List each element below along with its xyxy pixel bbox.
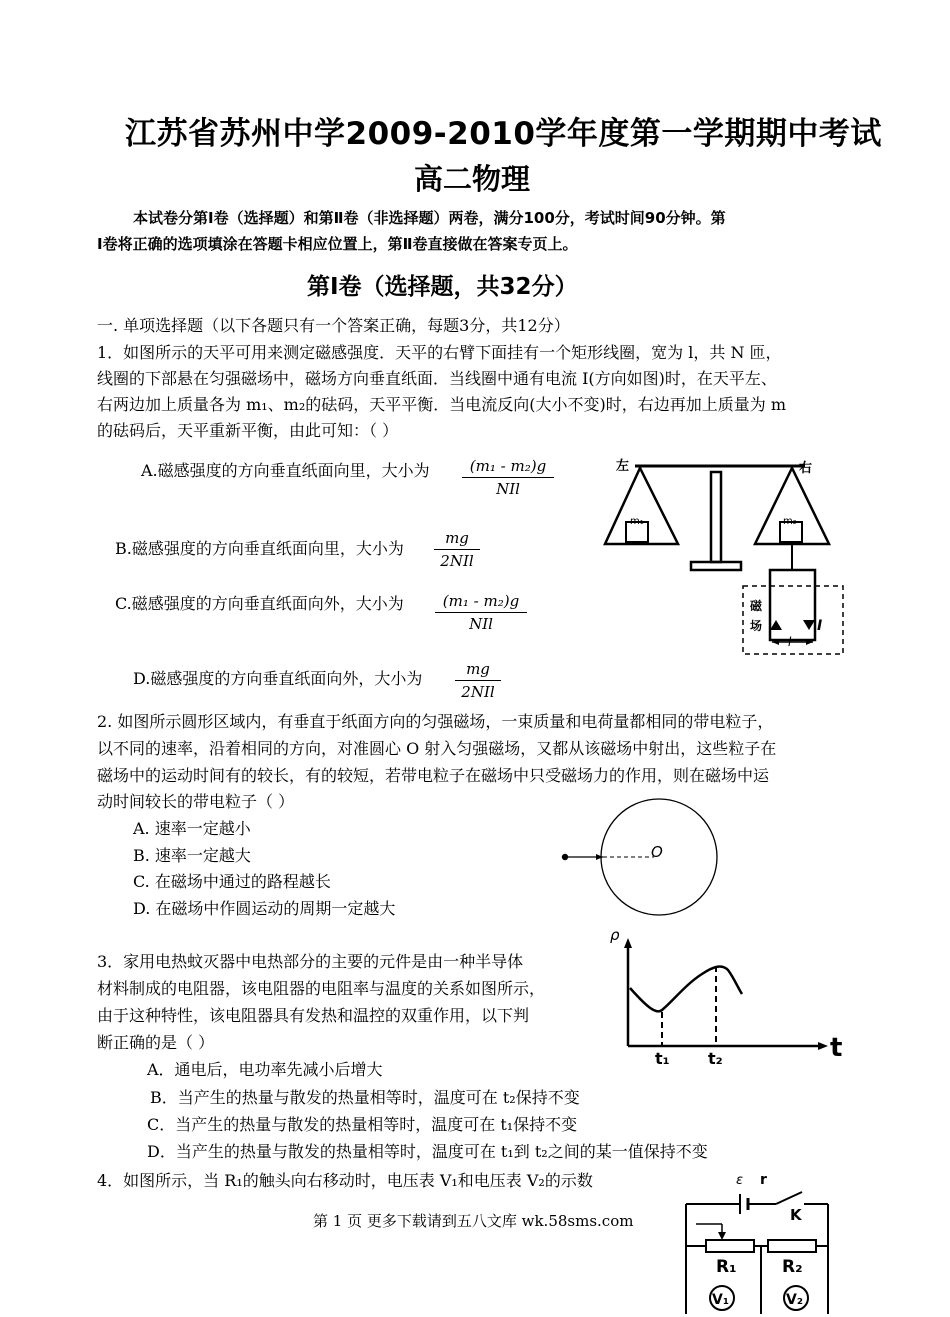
q1-option-a: A.磁感强度的方向垂直纸面向里，大小为 xyxy=(141,461,430,480)
q2-line-3: 磁场中的运动时间有的较长，有的较短，若带电粒子在磁场中只受磁场力的作用，则在磁场中运 xyxy=(97,766,770,785)
internal-resistance-label: r xyxy=(760,1172,767,1188)
left-weight-label: m₁ xyxy=(630,516,644,527)
current-arrow-down xyxy=(803,620,815,630)
circle-center-label: O xyxy=(651,843,663,861)
q1-option-b: B.磁感强度的方向垂直纸面向里，大小为 xyxy=(115,539,404,558)
right-pan xyxy=(755,468,829,544)
q3-option-a: A．通电后，电功率先减小后增大 xyxy=(147,1060,383,1079)
q2-line-2: 以不同的速率，沿着相同的方向，对准圆心 O 射入匀强磁场，又都从该磁场中射出，这些粒子在 xyxy=(97,739,777,758)
particle-dot xyxy=(562,854,568,860)
section-title: 第Ⅰ卷（选择题，共32分） xyxy=(307,274,578,300)
q1-option-d-fraction: mg 2NIl xyxy=(455,658,501,703)
v1-label: V₁ xyxy=(712,1292,729,1308)
q1-option-c-fraction: (m₁ - m₂)g NIl xyxy=(435,590,527,635)
q1-line-3: 右两边加上质量各为 m₁、m₂的砝码，天平平衡．当电流反向(大小不变)时，右边再加上质量为 m xyxy=(97,395,787,414)
q2-line-1: 2. 如图所示圆形区域内，有垂直于纸面方向的匀强磁场，一束质量和电荷量都相同的带电粒子， xyxy=(97,712,774,731)
balance-left-label: 左 xyxy=(616,459,630,474)
r1-label: R₁ xyxy=(716,1257,737,1277)
exam-title: 江苏省苏州中学2009-2010学年度第一学期期中考试 xyxy=(125,116,882,152)
circuit-figure xyxy=(678,1168,838,1317)
graph-y-label: ρ xyxy=(610,926,620,944)
switch-blade xyxy=(776,1192,802,1204)
resistor-r1 xyxy=(706,1240,754,1252)
field-label-2: 场 xyxy=(750,619,763,633)
q2-option-c: C. 在磁场中通过的路程越长 xyxy=(133,872,331,891)
particle-direction-arrow xyxy=(596,854,603,860)
q1-option-a-fraction: (m₁ - m₂)g NIl xyxy=(462,455,554,500)
intro-line-2: Ⅰ卷将正确的选项填涂在答题卡相应位置上，第Ⅱ卷直接做在答案专页上。 xyxy=(97,235,578,253)
left-pan xyxy=(605,468,678,544)
balance-figure xyxy=(595,452,850,662)
current-arrow-up xyxy=(770,620,782,630)
q3-line-4: 断正确的是（ ） xyxy=(97,1033,215,1052)
resistivity-curve xyxy=(630,967,742,1012)
q1-option-c: C.磁感强度的方向垂直纸面向外，大小为 xyxy=(115,594,404,613)
right-weight-label: m₂ xyxy=(783,516,797,527)
resistivity-graph xyxy=(598,922,853,1067)
graph-t1-label: t₁ xyxy=(655,1049,670,1067)
q3-line-1: 3．家用电热蚊灭器中电热部分的主要的元件是由一种半导体 xyxy=(97,952,524,971)
circle-field-figure xyxy=(555,795,780,920)
current-label: I xyxy=(817,618,823,634)
width-label: l xyxy=(788,635,792,649)
part-title: 一. 单项选择题（以下各题只有一个答案正确，每题3分，共12分） xyxy=(97,316,570,335)
q3-line-2: 材料制成的电阻器，该电阻器的电阻率与温度的关系如图所示， xyxy=(97,979,546,998)
balance-base xyxy=(691,562,741,570)
q1-option-d: D.磁感强度的方向垂直纸面向外，大小为 xyxy=(133,669,423,688)
balance-right-label: 右 xyxy=(799,461,813,476)
resistor-r2 xyxy=(768,1240,816,1252)
switch-label: K xyxy=(790,1206,802,1224)
graph-t2-label: t₂ xyxy=(708,1049,723,1067)
q1-option-b-fraction: mg 2NIl xyxy=(434,527,480,572)
q2-line-4: 动时间较长的带电粒子（ ） xyxy=(97,792,295,811)
graph-x-label: t xyxy=(830,1033,843,1063)
q3-line-3: 由于这种特性，该电阻器具有发热和温控的双重作用，以下判 xyxy=(97,1006,530,1025)
subject-title: 高二物理 xyxy=(414,162,531,196)
page-footer: 第 1 页 更多下载请到五八文库 wk.58sms.com xyxy=(313,1212,634,1230)
q2-option-d: D. 在磁场中作圆运动的周期一定越大 xyxy=(133,899,396,918)
q2-option-b: B. 速率一定越大 xyxy=(133,846,251,865)
q1-line-2: 线圈的下部悬在匀强磁场中，磁场方向垂直纸面．当线圈中通有电流 I(方向如图)时，在天平左、 xyxy=(97,369,777,388)
q4-line-1: 4．如图所示，当 R₁的触头向右移动时，电压表 V₁和电压表 V₂的示数 xyxy=(97,1171,593,1190)
r2-label: R₂ xyxy=(782,1257,803,1277)
v2-label: V₂ xyxy=(786,1292,803,1308)
intro-line-1: 本试卷分第Ⅰ卷（选择题）和第Ⅱ卷（非选择题）两卷，满分100分，考试时间90分钟。第 xyxy=(133,209,726,227)
q3-option-b: B．当产生的热量与散发的热量相等时，温度可在 t₂保持不变 xyxy=(150,1088,580,1107)
q1-line-1: 1．如图所示的天平可用来测定磁感强度．天平的右臂下面挂有一个矩形线圈，宽为 l，共 N 匝， xyxy=(97,343,782,362)
emf-label: ε xyxy=(736,1173,744,1188)
q3-option-d: D．当产生的热量与散发的热量相等时，温度可在 t₁到 t₂之间的某一值保持不变 xyxy=(147,1142,708,1161)
q2-option-a: A. 速率一定越小 xyxy=(133,819,251,838)
q3-option-c: C．当产生的热量与散发的热量相等时，温度可在 t₁保持不变 xyxy=(147,1115,578,1134)
balance-post xyxy=(711,472,721,562)
field-label: 磁 xyxy=(750,599,763,613)
q1-line-4: 的砝码后，天平重新平衡，由此可知：（ ） xyxy=(97,421,399,440)
